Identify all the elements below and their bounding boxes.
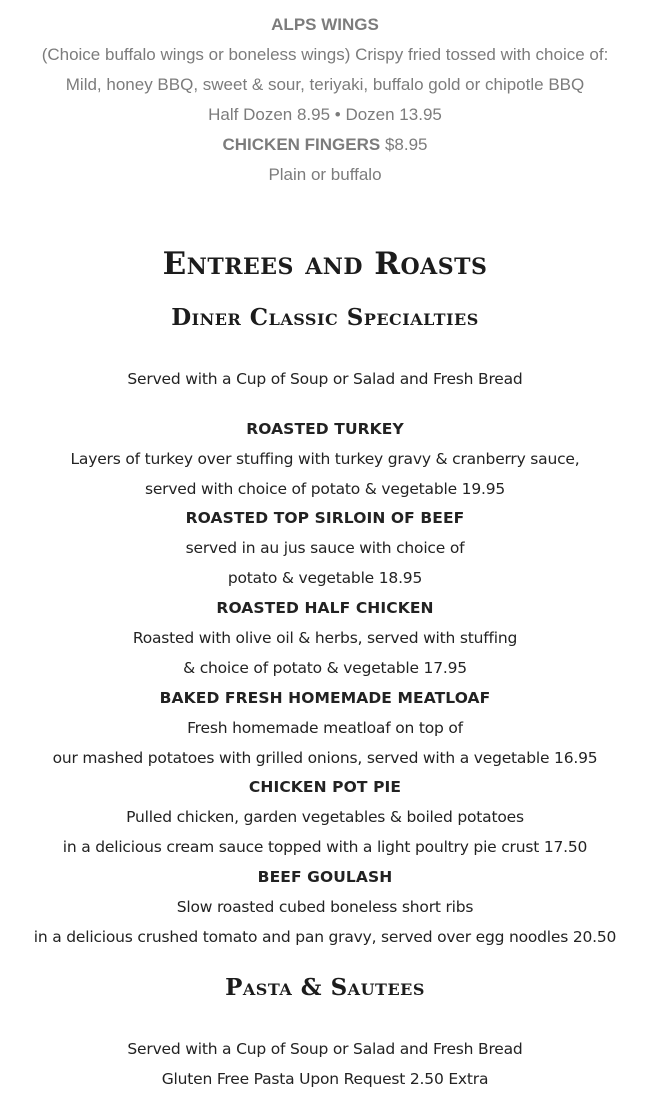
section-subheading: Diner Classic Specialties — [171, 304, 479, 331]
menu-item-description: Slow roasted cubed boneless short ribs — [176, 898, 474, 916]
item-title-alps-wings: ALPS WINGS — [271, 15, 379, 34]
menu-item-description: in a delicious cream sauce topped with a light poultry pie crust 17.50 — [62, 838, 588, 856]
section-heading-pasta: Pasta & Sautees — [225, 974, 425, 1001]
menu-item-description: our mashed potatoes with grilled onions, served with a vegetable 16.95 — [52, 749, 598, 767]
item-description: Plain or buffalo — [268, 165, 382, 184]
menu-item-name: ROASTED TURKEY — [246, 420, 404, 438]
menu-item-name: CHICKEN POT PIE — [248, 778, 402, 796]
served-with-note: Served with a Cup of Soup or Salad and Fresh Bread — [127, 1040, 523, 1058]
item-title-chicken-fingers: CHICKEN FINGERS — [222, 135, 381, 154]
menu-item-description: Roasted with olive oil & herbs, served with stuffing — [132, 629, 518, 647]
menu-item-name: ROASTED TOP SIRLOIN OF BEEF — [185, 509, 465, 527]
item-description: Mild, honey BBQ, sweet & sour, teriyaki, buffalo gold or chipotle BBQ — [65, 75, 585, 94]
gluten-free-note: Gluten Free Pasta Upon Request 2.50 Extra — [161, 1070, 489, 1088]
item-chicken-fingers — [0, 135, 650, 155]
menu-item-name: BAKED FRESH HOMEMADE MEATLOAF — [159, 689, 491, 707]
item-description: (Choice buffalo wings or boneless wings) Crispy fried tossed with choice of: — [41, 45, 609, 64]
menu-item-description: served in au jus sauce with choice of — [185, 539, 465, 557]
item-price-line: Half Dozen 8.95 • Dozen 13.95 — [208, 105, 442, 124]
menu-item-name: ROASTED HALF CHICKEN — [216, 599, 434, 617]
menu-item-description: Pulled chicken, garden vegetables & boiled potatoes — [126, 808, 524, 826]
section-heading-entrees: Entrees and Roasts — [162, 246, 488, 282]
item-price: $8.95 — [380, 135, 428, 154]
menu-item-description: in a delicious crushed tomato and pan gravy, served over egg noodles 20.50 — [33, 928, 617, 946]
menu-item-description: potato & vegetable 18.95 — [227, 569, 423, 587]
served-with-note: Served with a Cup of Soup or Salad and Fresh Bread — [127, 370, 523, 388]
menu-item-description: & choice of potato & vegetable 17.95 — [183, 659, 467, 677]
menu-item-description: served with choice of potato & vegetable 19.95 — [144, 480, 506, 498]
menu-item-name: BEEF GOULASH — [257, 868, 393, 886]
menu-item-description: Fresh homemade meatloaf on top of — [187, 719, 463, 737]
menu-item-description: Layers of turkey over stuffing with turkey gravy & cranberry sauce, — [70, 450, 580, 468]
